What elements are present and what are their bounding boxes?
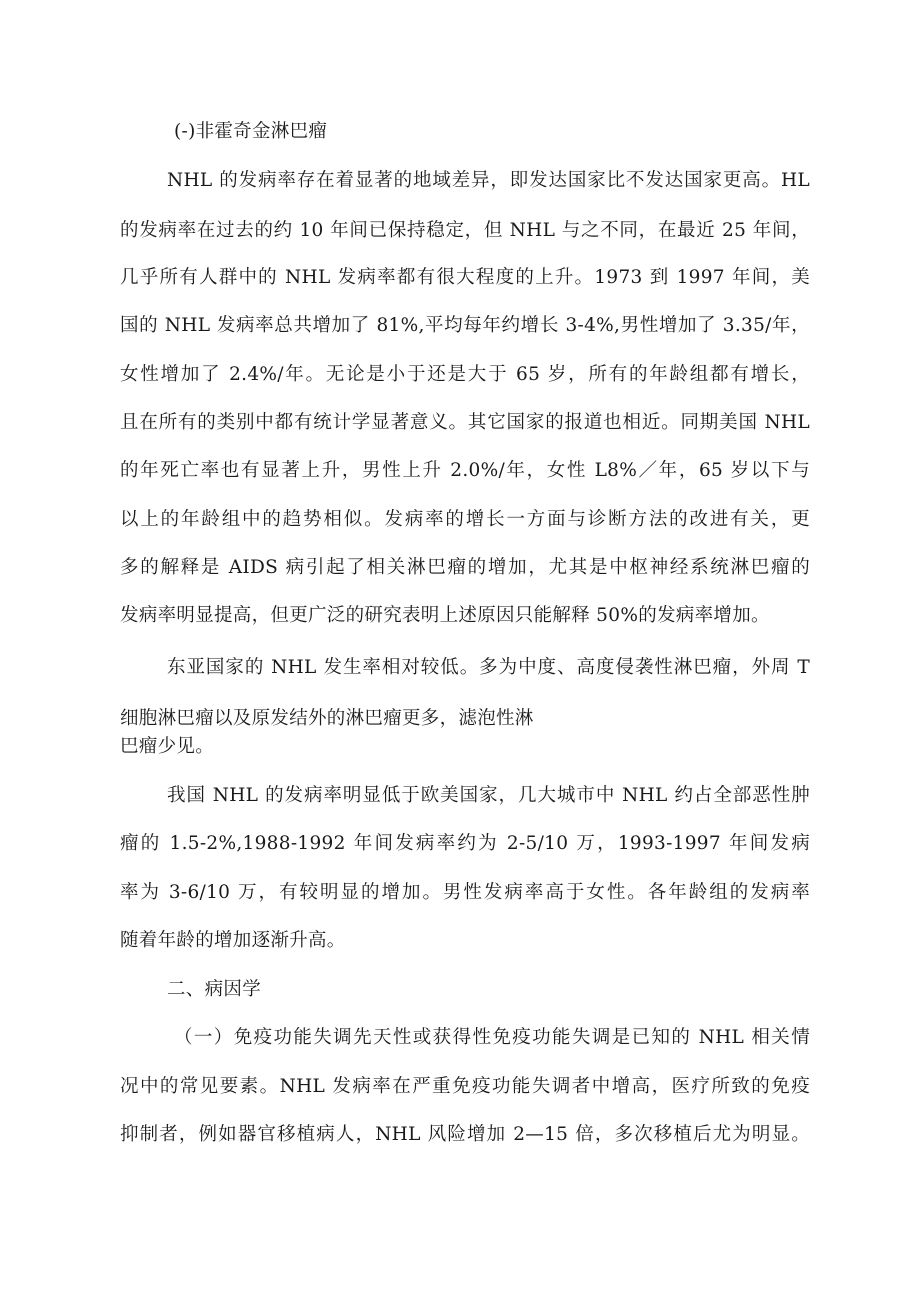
paragraph-line: 东亚国家的 NHL 发生率相对较低。多为中度、高度侵袭性淋巴瘤，外周 T (167, 657, 810, 678)
paragraph-line: （一）免疫功能失调先天性或获得性免疫功能失调是已知的 NHL 相关情 (174, 1027, 810, 1048)
paragraph-line: 多的解释是 AIDS 病引起了相关淋巴瘤的增加，尤其是中枢神经系统淋巴瘤的 (120, 557, 810, 578)
paragraph-line: 随着年龄的增加逐渐升高。 (120, 930, 346, 951)
section-heading: (-)非霍奇金淋巴瘤 (174, 121, 328, 142)
paragraph-line: 抑制者，例如器官移植病人，NHL 风险增加 2—15 倍，多次移植后尤为明显。 (120, 1124, 810, 1145)
paragraph-line: 瘤的 1.5-2%,1988-1992 年间发病率约为 2-5/10 万，1993-1997 年间发病 (120, 833, 810, 854)
paragraph-line: 国的 NHL 发病率总共增加了 81%,平均每年约增长 3-4%,男性增加了 3.35/年， (120, 315, 810, 336)
paragraph-line: 我国 NHL 的发病率明显低于欧美国家，几大城市中 NHL 约占全部恶性肿 (167, 785, 810, 806)
paragraph-line: 的发病率在过去的约 10 年间已保持稳定，但 NHL 与之不同，在最近 25 年间， (120, 220, 810, 241)
paragraph-line: 况中的常见要素。NHL 发病率在严重免疫功能失调者中增高，医疗所致的免疫 (120, 1076, 810, 1097)
paragraph-line: NHL 的发病率存在着显著的地域差异，即发达国家比不发达国家更高。HL (167, 170, 810, 191)
section-heading: 二、病因学 (167, 979, 262, 1000)
paragraph-line: 巴瘤少见。 (120, 736, 215, 757)
paragraph-line: 以上的年龄组中的趋势相似。发病率的增长一方面与诊断方法的改进有关，更 (120, 509, 810, 530)
paragraph-line: 且在所有的类别中都有统计学显著意义。其它国家的报道也相近。同期美国 NHL (120, 412, 810, 433)
paragraph-line: 的年死亡率也有显著上升，男性上升 2.0%/年，女性 L8%／年，65 岁以下与 (120, 460, 810, 481)
paragraph-line: 女性增加了 2.4%/年。无论是小于还是大于 65 岁，所有的年龄组都有增长， (120, 364, 810, 385)
paragraph-line: 发病率明显提高，但更广泛的研究表明上述原因只能解释 50%的发病率增加。 (120, 605, 770, 626)
paragraph-line: 细胞淋巴瘤以及原发结外的淋巴瘤更多，滤泡性淋 (120, 708, 534, 729)
paragraph-line: 几乎所有人群中的 NHL 发病率都有很大程度的上升。1973 到 1997 年间，美 (120, 267, 810, 288)
paragraph-line: 率为 3-6/10 万，有较明显的增加。男性发病率高于女性。各年龄组的发病率 (120, 882, 810, 903)
